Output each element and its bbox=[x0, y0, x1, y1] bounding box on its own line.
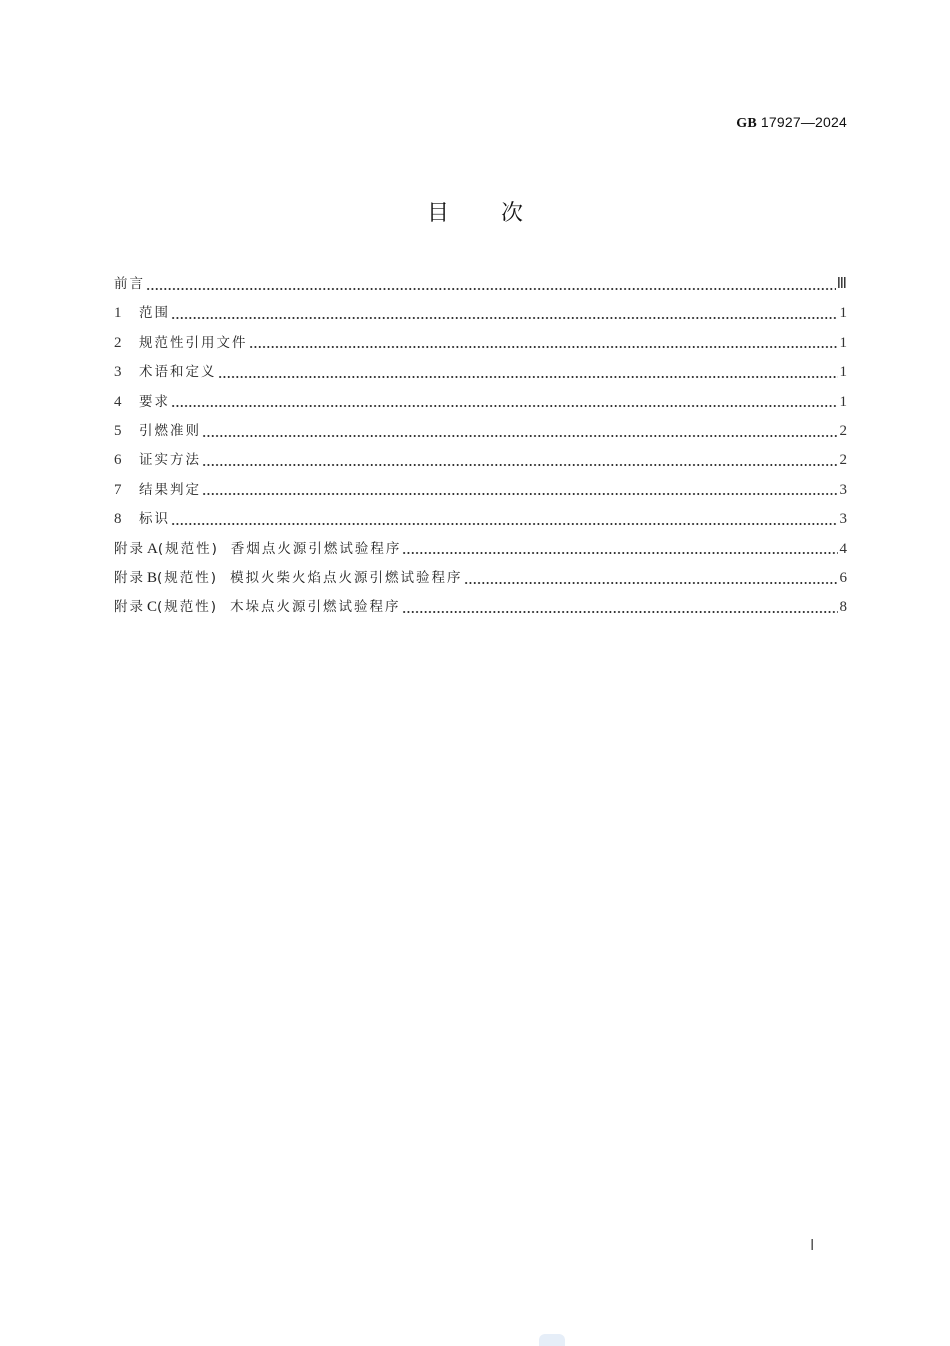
dot-leader bbox=[171, 398, 838, 412]
toc-entry-label: 结果判定 bbox=[139, 481, 201, 498]
appendix-letter: C bbox=[147, 599, 158, 616]
toc-entry-label: 证实方法 bbox=[139, 452, 201, 469]
appendix-type: (规范性) bbox=[157, 540, 219, 557]
toc-entry-label: 规范性引用文件 bbox=[139, 334, 248, 351]
appendix-letter: B bbox=[147, 569, 158, 586]
appendix-prefix bbox=[114, 596, 218, 618]
toc-entry-page: 2 bbox=[839, 422, 847, 439]
dot-leader bbox=[464, 575, 838, 589]
appendix-type: (规范性) bbox=[157, 569, 219, 586]
toc-entry-label: 引燃准则 bbox=[139, 422, 201, 439]
dot-leader bbox=[146, 281, 836, 295]
toc-entry-number: 2 bbox=[114, 334, 122, 351]
toc-entry-result-judgment[interactable] bbox=[114, 479, 847, 508]
title-char-2: 次 bbox=[501, 201, 524, 226]
toc-entry-number: 8 bbox=[114, 511, 122, 528]
toc-entry-appendix-b[interactable] bbox=[114, 567, 847, 596]
toc-entry-number: 1 bbox=[114, 305, 122, 322]
toc-entry-foreword[interactable] bbox=[114, 273, 847, 302]
toc-entry-normative-references[interactable] bbox=[114, 332, 847, 361]
toc-entry-ignition-criteria[interactable] bbox=[114, 420, 847, 449]
standard-prefix: GB bbox=[736, 116, 757, 131]
toc-entry-terms-definitions[interactable] bbox=[114, 361, 847, 390]
toc-entry-number: 5 bbox=[114, 422, 122, 439]
appendix-prefix bbox=[114, 567, 218, 589]
toc-entry-page: 1 bbox=[839, 334, 847, 351]
toc-entry-number: 3 bbox=[114, 364, 122, 381]
toc-entry-number: 6 bbox=[114, 452, 122, 469]
toc-entry-label: 木垛点火源引燃试验程序 bbox=[230, 599, 401, 616]
toc-entry-page: 4 bbox=[839, 540, 847, 557]
dot-leader bbox=[202, 428, 838, 442]
watermark-fragment bbox=[539, 1334, 565, 1346]
dot-leader bbox=[402, 604, 838, 618]
toc-entry-scope[interactable] bbox=[114, 302, 847, 331]
standard-code: 17927—2024 bbox=[760, 114, 847, 130]
appendix-prefix bbox=[114, 538, 219, 560]
appendix-type: (规范性) bbox=[157, 599, 219, 616]
page-number: Ⅰ bbox=[810, 1238, 815, 1254]
page-title bbox=[0, 196, 950, 227]
appendix-word: 附录 bbox=[114, 540, 145, 557]
dot-leader bbox=[402, 545, 838, 559]
dot-leader bbox=[218, 369, 839, 383]
toc-entry-marking[interactable] bbox=[114, 508, 847, 537]
toc-entry-page: Ⅲ bbox=[836, 276, 847, 292]
toc-entry-page: 8 bbox=[839, 599, 847, 616]
toc-entry-requirements[interactable] bbox=[114, 391, 847, 420]
toc-entry-page: 1 bbox=[839, 393, 847, 410]
toc-entry-number: 7 bbox=[114, 481, 122, 498]
dot-leader bbox=[171, 310, 838, 324]
table-of-contents bbox=[114, 273, 847, 626]
appendix-letter: A bbox=[147, 540, 158, 557]
toc-entry-label: 范围 bbox=[139, 305, 170, 322]
toc-entry-page: 6 bbox=[839, 569, 847, 586]
toc-entry-label: 要求 bbox=[139, 393, 170, 410]
dot-leader bbox=[171, 516, 838, 530]
toc-entry-page: 2 bbox=[839, 452, 847, 469]
toc-entry-page: 3 bbox=[839, 511, 847, 528]
dot-leader bbox=[202, 486, 838, 500]
toc-entry-page: 1 bbox=[839, 364, 847, 381]
title-char-1: 目 bbox=[426, 201, 449, 226]
toc-entry-label: 前言 bbox=[114, 276, 145, 292]
standard-number bbox=[736, 114, 847, 132]
toc-entry-appendix-a[interactable] bbox=[114, 538, 847, 567]
toc-entry-number: 4 bbox=[114, 393, 122, 410]
toc-entry-page: 3 bbox=[839, 481, 847, 498]
dot-leader bbox=[202, 457, 838, 471]
dot-leader bbox=[249, 339, 839, 353]
toc-entry-label: 模拟火柴火焰点火源引燃试验程序 bbox=[230, 569, 463, 586]
toc-entry-label: 香烟点火源引燃试验程序 bbox=[230, 540, 402, 557]
toc-entry-verification-methods[interactable] bbox=[114, 449, 847, 478]
toc-entry-label: 术语和定义 bbox=[139, 364, 217, 381]
toc-entry-page: 1 bbox=[839, 305, 847, 322]
appendix-word: 附录 bbox=[114, 599, 145, 616]
toc-entry-label: 标识 bbox=[139, 511, 170, 528]
toc-entry-appendix-c[interactable] bbox=[114, 596, 847, 625]
appendix-word: 附录 bbox=[114, 569, 145, 586]
